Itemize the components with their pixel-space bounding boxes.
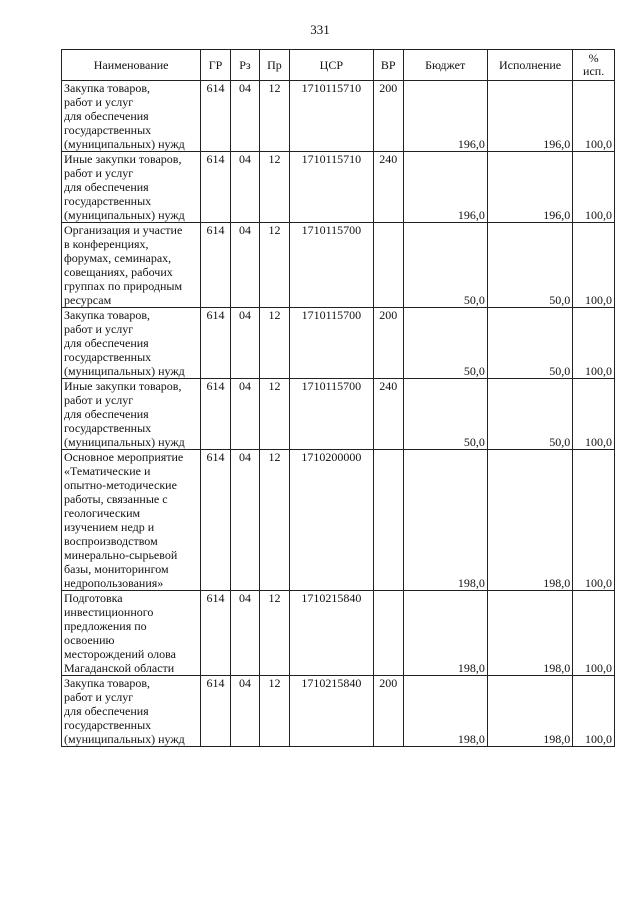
col-header-pr: Пр [260,50,289,81]
row-execution-cell: 198,0 [487,450,572,591]
row-execution-cell: 50,0 [487,379,572,450]
row-pr-cell: 12 [260,152,289,223]
row-name-line: для обеспечения [64,180,149,194]
row-name-cell [62,81,201,152]
row-percent-cell: 100,0 [573,450,615,591]
row-name-line: Организация и участие [64,223,183,237]
table-header-row [62,50,615,81]
row-pr-cell: 12 [260,676,289,747]
col-header-gr: ГР [201,50,230,81]
row-name-line: воспроизводством [64,534,158,548]
table-row [62,223,615,308]
row-name-line: предложения по [64,619,147,633]
row-gr-cell: 614 [201,81,230,152]
row-percent-cell: 100,0 [573,591,615,676]
row-budget-cell: 196,0 [403,81,487,152]
col-header-percent-label: исп. [583,64,605,78]
page-number: 331 [310,22,330,37]
row-gr-cell: 614 [201,379,230,450]
row-rz-cell: 04 [230,308,259,379]
row-name-cell [62,591,201,676]
row-name-line: Подготовка [64,591,123,605]
row-vr-cell: 200 [374,676,403,747]
row-vr-cell [374,450,403,591]
row-percent-cell: 100,0 [573,152,615,223]
row-name-cell [62,379,201,450]
row-csr-cell: 1710115700 [289,308,373,379]
row-name-line: государственных [64,194,152,208]
table-row [62,81,615,152]
row-percent-cell: 100,0 [573,308,615,379]
budget-table [61,49,615,747]
row-pr-cell: 12 [260,591,289,676]
row-execution-cell: 198,0 [487,591,572,676]
row-gr-cell: 614 [201,223,230,308]
row-rz-cell: 04 [230,591,259,676]
row-execution-cell: 50,0 [487,223,572,308]
row-rz-cell: 04 [230,223,259,308]
col-header-percent-symbol: % [588,51,599,65]
row-name-line: для обеспечения [64,109,149,123]
row-name-line: государственных [64,350,152,364]
row-name-line: совещаниях, рабочих [64,265,173,279]
row-name-line: работы, связанные с [64,492,168,506]
row-gr-cell: 614 [201,152,230,223]
row-name-line: инвестиционного [64,605,154,619]
row-csr-cell: 1710115710 [289,152,373,223]
row-name-cell [62,223,201,308]
row-gr-cell: 614 [201,450,230,591]
row-name-cell [62,152,201,223]
table-body [62,81,615,747]
row-name-line: Иные закупки товаров, [64,152,182,166]
table-row [62,379,615,450]
row-name-line: государственных [64,123,152,137]
row-name-cell [62,450,201,591]
row-name-line: (муниципальных) нужд [64,435,185,449]
row-name-line: работ и услуг [64,322,134,336]
row-percent-cell: 100,0 [573,223,615,308]
row-vr-cell: 240 [374,152,403,223]
row-vr-cell [374,223,403,308]
row-execution-cell: 198,0 [487,676,572,747]
row-name-cell [62,308,201,379]
col-header-name: Наименование [62,50,201,81]
row-name-line: Закупка товаров, [64,81,150,95]
row-name-line: работ и услуг [64,393,134,407]
col-header-vr: ВР [374,50,403,81]
col-header-csr: ЦСР [289,50,373,81]
row-name-line: форумах, семинарах, [64,251,172,265]
row-rz-cell: 04 [230,379,259,450]
row-budget-cell: 198,0 [403,591,487,676]
row-gr-cell: 614 [201,308,230,379]
row-csr-cell: 1710115710 [289,81,373,152]
row-percent-cell: 100,0 [573,379,615,450]
row-name-line: для обеспечения [64,704,149,718]
row-name-line: недропользования» [64,576,164,590]
row-csr-cell: 1710115700 [289,379,373,450]
row-percent-cell: 100,0 [573,676,615,747]
row-csr-cell: 1710200000 [289,450,373,591]
row-name-line: работ и услуг [64,690,134,704]
row-csr-cell: 1710215840 [289,591,373,676]
row-pr-cell: 12 [260,308,289,379]
row-pr-cell: 12 [260,450,289,591]
row-csr-cell: 1710215840 [289,676,373,747]
row-pr-cell: 12 [260,223,289,308]
row-name-line: работ и услуг [64,166,134,180]
row-budget-cell: 50,0 [403,223,487,308]
row-gr-cell: 614 [201,676,230,747]
row-name-line: группах по природным [64,279,183,293]
row-pr-cell: 12 [260,81,289,152]
row-name-line: (муниципальных) нужд [64,364,185,378]
table-row [62,152,615,223]
row-name-line: Иные закупки товаров, [64,379,182,393]
row-csr-cell: 1710115700 [289,223,373,308]
row-name-line: (муниципальных) нужд [64,732,185,746]
row-name-line: работ и услуг [64,95,134,109]
row-name-line: Закупка товаров, [64,676,150,690]
row-name-line: Магаданской области [64,661,175,675]
row-execution-cell: 196,0 [487,81,572,152]
row-execution-cell: 50,0 [487,308,572,379]
row-name-line: геологическим [64,506,141,520]
col-header-execution: Исполнение [487,50,572,81]
row-budget-cell: 196,0 [403,152,487,223]
row-name-line: государственных [64,718,152,732]
row-rz-cell: 04 [230,676,259,747]
row-vr-cell: 200 [374,308,403,379]
row-name-line: базы, мониторингом [64,562,169,576]
row-gr-cell: 614 [201,591,230,676]
row-name-line: в конференциях, [64,237,149,251]
row-name-line: (муниципальных) нужд [64,208,185,222]
row-name-line: изучением недр и [64,520,155,534]
table-row [62,450,615,591]
row-name-line: для обеспечения [64,336,149,350]
row-name-line: для обеспечения [64,407,149,421]
row-budget-cell: 198,0 [403,450,487,591]
row-name-line: месторождений олова [64,647,176,661]
row-name-cell [62,676,201,747]
row-name-line: «Тематические и [64,464,151,478]
row-name-line: (муниципальных) нужд [64,137,185,151]
row-name-line: Закупка товаров, [64,308,150,322]
row-rz-cell: 04 [230,81,259,152]
col-header-budget: Бюджет [403,50,487,81]
row-rz-cell: 04 [230,152,259,223]
row-name-line: минерально-сырьевой [64,548,178,562]
row-name-line: Основное мероприятие [64,450,184,464]
row-name-line: ресурсам [64,293,112,307]
row-name-line: освоению [64,633,115,647]
row-name-line: государственных [64,421,152,435]
row-vr-cell [374,591,403,676]
row-name-line: опытно-методические [64,478,177,492]
col-header-rz: Рз [230,50,259,81]
row-percent-cell: 100,0 [573,81,615,152]
row-pr-cell: 12 [260,379,289,450]
table-row [62,676,615,747]
col-header-percent [573,50,615,81]
row-budget-cell: 50,0 [403,379,487,450]
row-vr-cell: 200 [374,81,403,152]
row-budget-cell: 198,0 [403,676,487,747]
row-rz-cell: 04 [230,450,259,591]
row-vr-cell: 240 [374,379,403,450]
row-execution-cell: 196,0 [487,152,572,223]
row-budget-cell: 50,0 [403,308,487,379]
table-row [62,591,615,676]
table-row [62,308,615,379]
